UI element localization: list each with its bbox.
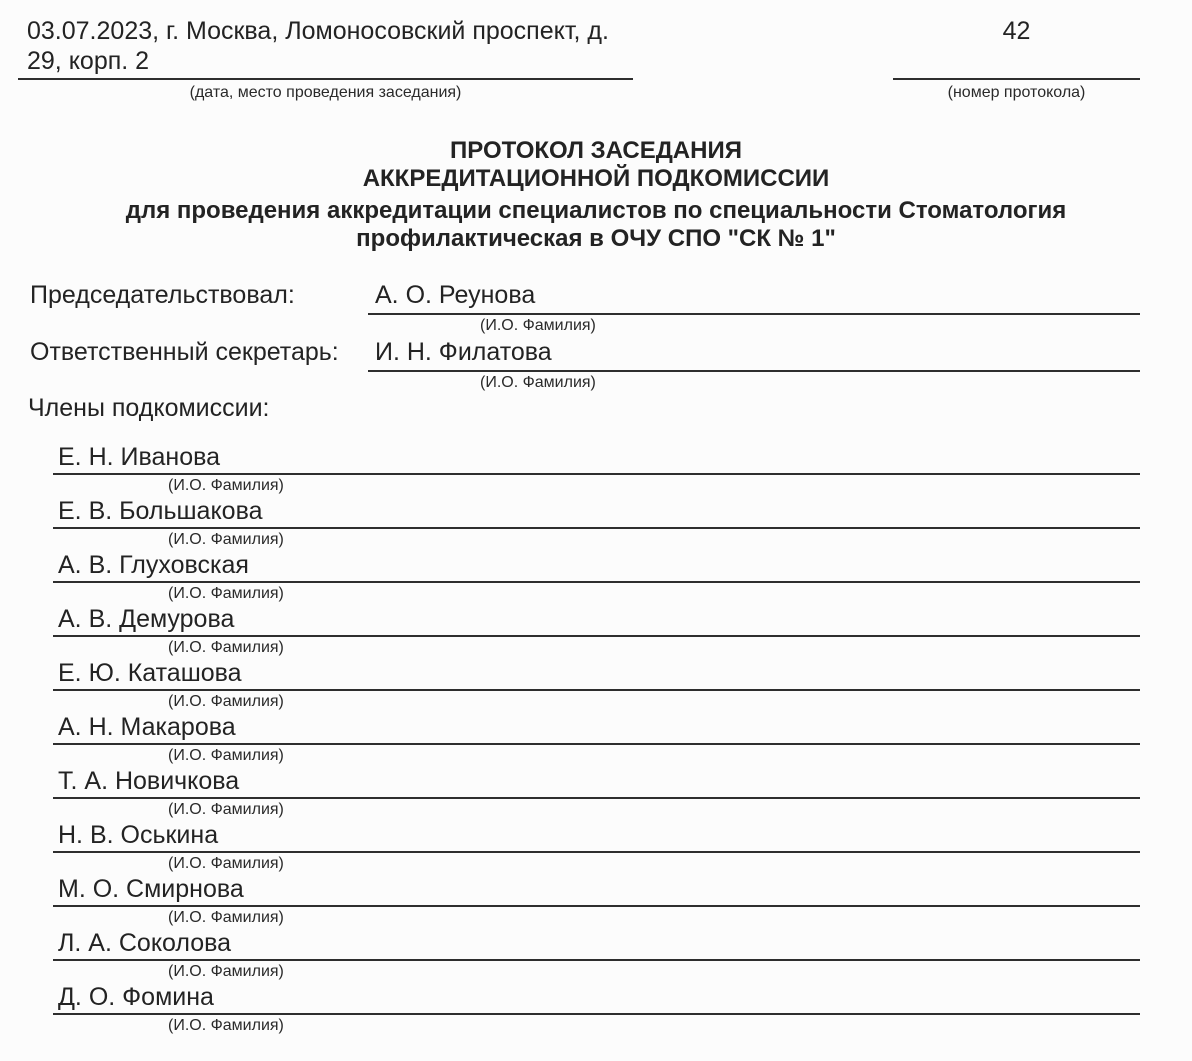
members-list bbox=[53, 443, 1140, 1037]
member-row bbox=[53, 551, 1140, 605]
member-name-caption: (И.О. Фамилия) bbox=[168, 855, 284, 872]
subtitle-line1: для проведения аккредитации специалистов по специальности Стоматология bbox=[125, 197, 1067, 224]
chairman-name: А. О. Реунова bbox=[368, 280, 1140, 315]
member-name: Н. В. Оськина bbox=[53, 821, 1140, 853]
member-row bbox=[53, 983, 1140, 1037]
date-place-line1: 03.07.2023, г. Москва, Ломоносовский проспект, д. bbox=[27, 17, 609, 45]
member-name-caption: (И.О. Фамилия) bbox=[168, 909, 284, 926]
secretary-field bbox=[368, 337, 1140, 394]
member-name-caption: (И.О. Фамилия) bbox=[168, 639, 284, 656]
member-name-caption: (И.О. Фамилия) bbox=[168, 747, 284, 764]
chairman-row bbox=[30, 280, 1140, 337]
secretary-name-caption: (И.О. Фамилия) bbox=[480, 374, 596, 391]
secretary-label: Ответственный секретарь: bbox=[30, 338, 339, 366]
protocol-number-field bbox=[893, 16, 1140, 103]
member-name-caption: (И.О. Фамилия) bbox=[168, 693, 284, 710]
member-row bbox=[53, 443, 1140, 497]
member-row bbox=[53, 497, 1140, 551]
member-name-caption: (И.О. Фамилия) bbox=[168, 477, 284, 494]
member-name-caption: (И.О. Фамилия) bbox=[168, 801, 284, 818]
subtitle-line2: профилактическая в ОЧУ СПО "СК № 1" bbox=[356, 225, 836, 252]
date-place-value bbox=[18, 16, 633, 80]
member-name: Е. В. Большакова bbox=[53, 497, 1140, 529]
member-row bbox=[53, 767, 1140, 821]
title-line2: АККРЕДИТАЦИОННОЙ ПОДКОМИССИИ bbox=[362, 165, 830, 192]
member-row bbox=[53, 929, 1140, 983]
member-name: М. О. Смирнова bbox=[53, 875, 1140, 907]
member-name: А. В. Демурова bbox=[53, 605, 1140, 637]
member-name: Е. Н. Иванова bbox=[53, 443, 1140, 475]
member-row bbox=[53, 875, 1140, 929]
member-name: Л. А. Соколова bbox=[53, 929, 1140, 961]
member-name-caption: (И.О. Фамилия) bbox=[168, 963, 284, 980]
member-name: Т. А. Новичкова bbox=[53, 767, 1140, 799]
document-title bbox=[0, 137, 1192, 193]
document-subtitle bbox=[0, 197, 1192, 253]
member-name-caption: (И.О. Фамилия) bbox=[168, 585, 284, 602]
date-place-caption: (дата, место проведения заседания) bbox=[189, 84, 462, 101]
member-name: А. В. Глуховская bbox=[53, 551, 1140, 583]
title-line1: ПРОТОКОЛ ЗАСЕДАНИЯ bbox=[450, 137, 742, 164]
member-row bbox=[53, 659, 1140, 713]
date-place-line2: 29, корп. 2 bbox=[27, 47, 150, 75]
date-place-field bbox=[18, 16, 633, 103]
officials-section bbox=[30, 280, 1140, 394]
member-row bbox=[53, 605, 1140, 659]
chairman-field bbox=[368, 280, 1140, 337]
member-name: А. Н. Макарова bbox=[53, 713, 1140, 745]
protocol-number-caption: (номер протокола) bbox=[947, 84, 1086, 101]
secretary-row bbox=[30, 337, 1140, 394]
member-name: Е. Ю. Каташова bbox=[53, 659, 1140, 691]
members-section-label: Члены подкомиссии: bbox=[28, 394, 270, 422]
chairman-label: Председательствовал: bbox=[30, 281, 295, 309]
chairman-name-caption: (И.О. Фамилия) bbox=[480, 317, 596, 334]
protocol-number-value: 42 bbox=[893, 16, 1140, 80]
member-row bbox=[53, 821, 1140, 875]
member-name-caption: (И.О. Фамилия) bbox=[168, 1017, 284, 1034]
member-name: Д. О. Фомина bbox=[53, 983, 1140, 1015]
secretary-name: И. Н. Филатова bbox=[368, 337, 1140, 372]
member-name-caption: (И.О. Фамилия) bbox=[168, 531, 284, 548]
member-row bbox=[53, 713, 1140, 767]
